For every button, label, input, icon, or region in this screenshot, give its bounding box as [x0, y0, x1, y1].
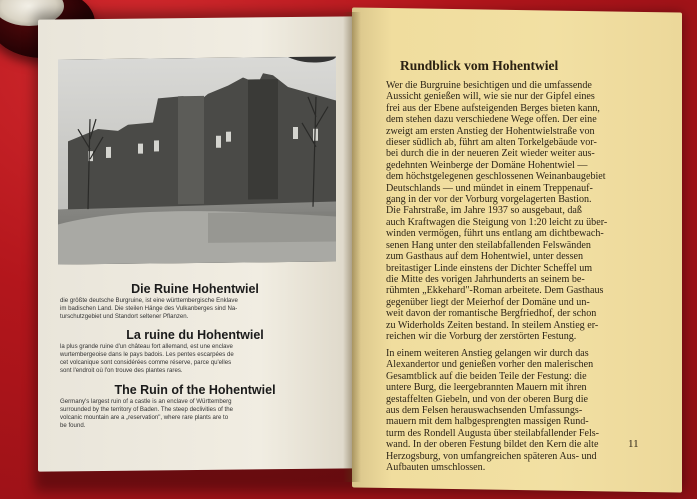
text-line: zu Widerholds Zeiten bestand. In steilem Anstieg er-	[386, 319, 599, 331]
caption-heading-german: Die Ruine Hohentwiel	[131, 282, 259, 296]
text-line: winden vermögen, führt uns entlang am dichtbewach-	[386, 228, 604, 240]
caption-line: turschutzgebiet und Standort seltener Pflanzen.	[60, 313, 189, 320]
caption-text-german	[60, 297, 330, 321]
caption-line: be found.	[60, 422, 86, 429]
text-line: Deutschlands — und mündet in einem Treppenauf-	[386, 182, 593, 194]
text-line: dieser südlich ab, führt am alten Torkelgebäude vor-	[386, 137, 597, 149]
text-line: weit davon der romantische Bergfriedhof, der schon	[386, 308, 597, 320]
caption-heading-french: La ruine du Hohentwiel	[126, 328, 264, 342]
castle-ruin-photo	[58, 57, 336, 265]
caption-line: la plus grande ruine d'un château fort allemand, est une enclave	[60, 343, 233, 350]
text-line: dem höchstgelegenen geschlossenen Weinanbaugebiet	[386, 171, 606, 183]
text-line: die Mitte des vorigen Jahrhunderts an seinem be-	[386, 273, 585, 285]
caption-line: volcanic mountain are a „reservation", where rare plants are to	[60, 414, 229, 421]
caption-line: sont l'endroit où l'on trouve des plantes rares.	[60, 367, 183, 374]
text-line: mauern mit dem halbgesprengten massigen Rund-	[386, 416, 589, 428]
body-paragraph-2	[386, 348, 648, 473]
page-title: Rundblick vom Hohentwiel	[400, 58, 559, 73]
page-number: 11	[628, 438, 639, 450]
caption-text-french	[60, 343, 330, 375]
text-line: breitastiger Linde einstens der Dichter Scheffel um	[386, 262, 593, 274]
text-line: gedehnten Weinberge der Domäne Hohentwiel —	[386, 159, 588, 171]
text-line: zum Gasthaus auf dem Hohentwiel, unter dessen	[386, 251, 584, 263]
text-line: Gesamtblick auf die beiden Teile der Festung: die	[386, 370, 587, 382]
text-line: auch Kraftwagen die Steigung von 1:20 leicht zu über-	[386, 216, 608, 228]
text-line: Alexandertor und genießen vorher den malerischen	[386, 359, 594, 371]
text-line: Aussicht genießen will, wie sie nur der Gipfel eines	[386, 91, 595, 103]
text-line: dem stehen dazu verschiedene Wege offen. Der eine	[386, 114, 597, 126]
text-line: frei aus der Ebene aufsteigenden Berges bieten kann,	[386, 102, 600, 114]
caption-text-english	[60, 398, 330, 430]
text-line: Aufbauten umschlossen.	[386, 462, 486, 474]
book-gutter	[343, 12, 361, 482]
caption-line: wurtembergeoise dans le pays badois. Les pentes escarpées de	[60, 351, 234, 358]
text-line: wand. In der oberen Festung bildet den Kern die alte	[386, 439, 599, 451]
text-line: bei durch die in der neueren Zeit wieder weiter aus-	[386, 148, 595, 160]
text-line: Die Fahrstraße, im Jahre 1937 so ausgebaut, daß	[386, 205, 582, 217]
caption-line: surrounded by the territory of Baden. The steep declivities of the	[60, 406, 233, 413]
caption-line: die größte deutsche Burgruine, ist eine württembergische Enklave	[60, 297, 238, 304]
body-paragraph-1	[386, 80, 648, 342]
caption-line: Germany's largest ruin of a castle is an enclave of Württemberg	[60, 398, 232, 405]
text-line: gestaffelten Giebeln, und von der oberen Burg die	[386, 393, 589, 405]
text-line: untere Burg, die leergebrannten Mauern mit ihren	[386, 382, 587, 394]
text-line: Herzogsburg, von umfangreichen späteren Aus- und	[386, 450, 597, 462]
text-line: rühmten „Ekkehard"-Roman arbeitete. Dem Gasthaus	[386, 285, 604, 297]
text-line: senen Hang unter den steilabfallenden Felswänden	[386, 239, 591, 251]
text-line: reichen wir die Vorburg der zerstörten Festung.	[386, 330, 577, 342]
text-line: zweigt am ersten Anstieg der Hohentwielstraße von	[386, 125, 595, 137]
text-line: aus dem Felsen herauswachsenden Umfassungs-	[386, 405, 583, 417]
text-line: In einem weiteren Anstieg gelangen wir durch das	[386, 348, 589, 359]
text-line: Wer die Burgruine besichtigen und die umfassende	[386, 80, 592, 91]
text-line: gang in der vor der Vorburg vorgelagerten Bastion.	[386, 194, 592, 206]
caption-heading-english: The Ruin of the Hohentwiel	[114, 383, 276, 397]
text-line: turm des Rondell Augusta über steilabfallender Fels-	[386, 427, 600, 439]
caption-line: cet volcanique sont considérées comme réserve, parce qu'elles	[60, 359, 232, 366]
text-line: gegenüber liegt der Meierhof der Domäne und un-	[386, 296, 590, 308]
caption-line: im badischen Land. Die steilen Hänge des Vulkanberges sind Na-	[60, 305, 238, 312]
